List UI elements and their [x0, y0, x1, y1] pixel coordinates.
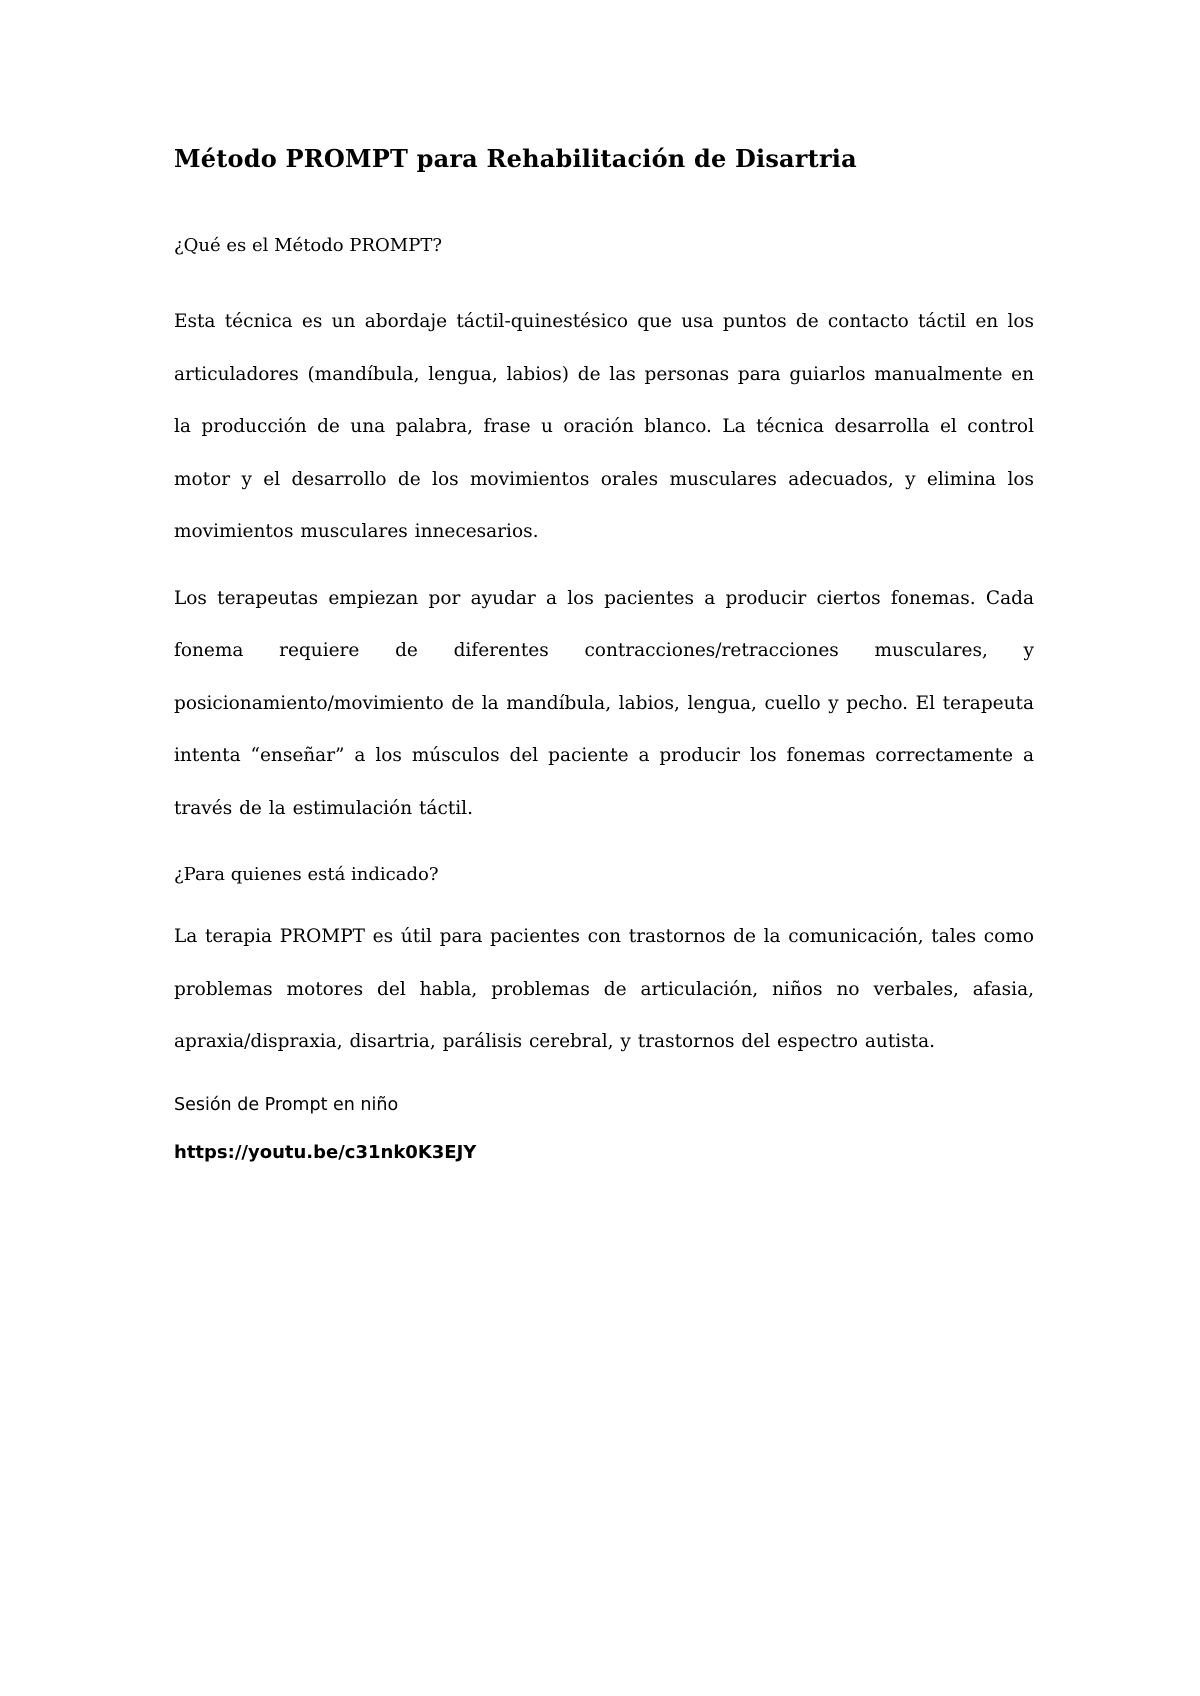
paragraph-indications: La terapia PROMPT es útil para pacientes con trastornos de la comunicación, tales como problemas motores del habla, problemas de articulación, niños no verbales, afasia, apraxia/dispraxia, disartria, parálisis cerebral, y trastornos del espectro autista. [174, 926, 1034, 1052]
paragraph-therapist-method: Los terapeutas empiezan por ayudar a los pacientes a producir ciertos fonemas. Cada fonema requiere de diferentes contracciones/retracciones musculares, y posicionamiento/movimiento de la mandíbula, labios, lengua, cuello y pecho. El terapeuta intenta “enseñar” a los músculos del paciente a producir los fonemas correctamente a través de la estimulación táctil. [174, 587, 1034, 819]
section-heading-indications: ¿Para quienes está indicado? [174, 864, 439, 885]
document-body [174, 142, 1034, 1167]
section-heading-what-is: ¿Qué es el Método PROMPT? [174, 235, 442, 256]
document-title: Método PROMPT para Rehabilitación de Disartria [174, 144, 857, 173]
video-caption: Sesión de Prompt en niño [174, 1094, 399, 1115]
paragraph-technique-description: Esta técnica es un abordaje táctil-quinestésico que usa puntos de contacto táctil en los articuladores (mandíbula, lengua, labios) de las personas para guiarlos manualmente en la producción de una palabra, frase u oración blanco. La técnica desarrolla el control motor y el desarrollo de los movimientos orales musculares adecuados, y elimina los movimientos musculares innecesarios. [174, 311, 1034, 542]
video-link[interactable]: https://youtu.be/c31nk0K3EJY [174, 1141, 477, 1163]
